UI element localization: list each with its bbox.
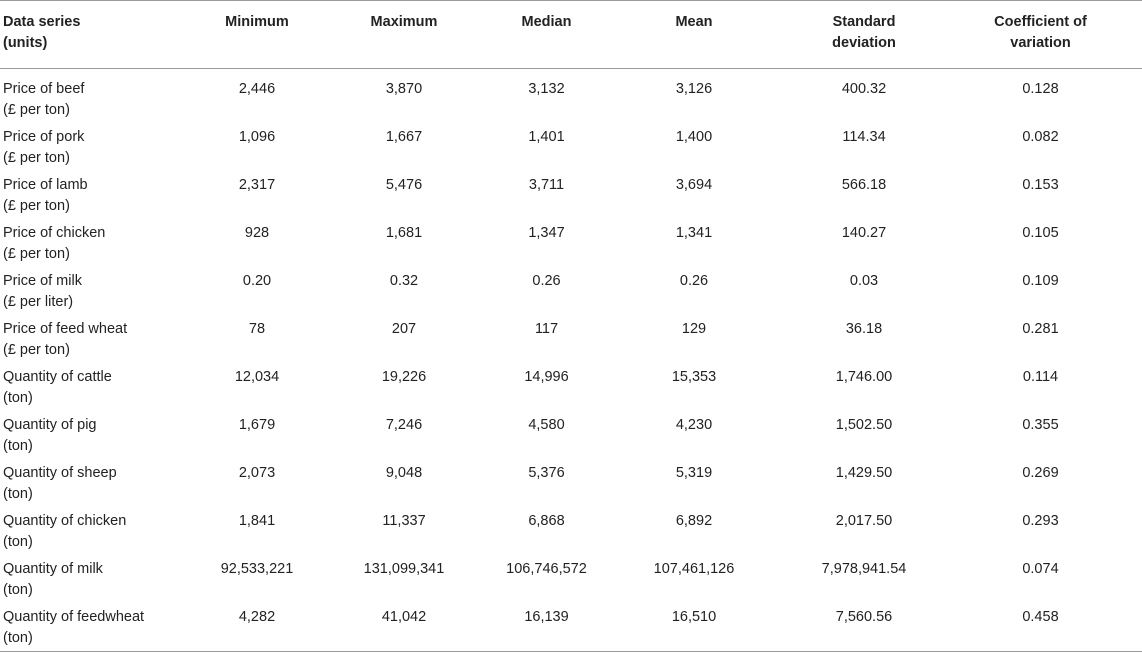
cell-data-series — [0, 69, 200, 126]
header-median — [494, 1, 599, 69]
header-maximum — [314, 1, 494, 69]
cell-maximum: 11,337 — [382, 512, 426, 529]
cell-standard-deviation: 566.18 — [841, 176, 887, 193]
header-line: Coefficient of — [994, 14, 1087, 30]
series-units: (ton) — [3, 533, 33, 550]
cell-maximum: 1,667 — [385, 128, 423, 145]
header-line: Median — [521, 14, 572, 30]
table-body — [0, 69, 1142, 652]
series-units: (£ per liter) — [3, 293, 74, 310]
table-row — [0, 270, 1142, 318]
table-row — [0, 69, 1142, 126]
series-units: (£ per ton) — [3, 149, 70, 166]
cell-maximum: 41,042 — [314, 606, 494, 652]
cell-median: 1,347 — [528, 224, 565, 241]
header-mean — [599, 1, 789, 69]
cell-standard-deviation: 0.03 — [849, 272, 879, 289]
table-row — [0, 318, 1142, 366]
cell-standard-deviation: 7,560.56 — [789, 606, 939, 652]
series-name: Price of beef — [3, 81, 85, 97]
table-header — [0, 1, 1142, 69]
cell-maximum: 3,870 — [385, 81, 423, 97]
table-row — [0, 558, 1142, 606]
series-name: Quantity of pig — [3, 416, 97, 433]
cell-median: 14,996 — [524, 368, 569, 385]
cell-mean: 4,230 — [675, 416, 713, 433]
header-minimum — [200, 1, 314, 69]
cell-maximum: 19,226 — [381, 368, 427, 385]
series-units: (£ per ton) — [3, 197, 70, 214]
series-name: Price of feed wheat — [3, 320, 128, 337]
header-line: variation — [1010, 35, 1071, 51]
series-units: (ton) — [3, 437, 33, 454]
series-name: Price of milk — [3, 272, 82, 289]
cell-median: 4,580 — [528, 416, 565, 433]
cell-median: 106,746,572 — [506, 560, 587, 577]
cell-mean: 3,126 — [675, 81, 713, 97]
series-name: Price of pork — [3, 128, 85, 145]
cell-maximum: 7,246 — [385, 416, 423, 433]
cell-standard-deviation: 1,746.00 — [835, 368, 893, 385]
cell-minimum: 0.20 — [242, 272, 272, 289]
cell-standard-deviation: 400.32 — [841, 81, 887, 97]
cell-data-series — [0, 126, 200, 174]
cell-standard-deviation: 2,017.50 — [835, 512, 893, 529]
cell-mean: 6,892 — [675, 512, 713, 529]
cell-data-series — [0, 270, 200, 318]
header-line: (units) — [3, 35, 48, 51]
cell-standard-deviation: 7,978,941.54 — [821, 560, 907, 577]
cell-data-series — [0, 558, 200, 606]
cell-mean: 129 — [681, 320, 707, 337]
cell-coefficient-of-variation: 0.281 — [1022, 320, 1059, 337]
cell-mean: 15,353 — [671, 368, 717, 385]
series-name: Price of chicken — [3, 224, 106, 241]
cell-coefficient-of-variation: 0.293 — [1022, 512, 1059, 529]
header-row — [0, 1, 1142, 69]
cell-maximum: 0.32 — [389, 272, 419, 289]
table-row — [0, 462, 1142, 510]
table-row — [0, 414, 1142, 462]
cell-coefficient-of-variation: 0.269 — [1022, 464, 1059, 481]
cell-data-series — [0, 510, 200, 558]
cell-median: 16,139 — [494, 606, 599, 652]
table-row — [0, 366, 1142, 414]
cell-mean: 0.26 — [679, 272, 709, 289]
cell-standard-deviation: 1,429.50 — [835, 464, 893, 481]
cell-minimum: 78 — [248, 320, 266, 337]
cell-median: 3,711 — [528, 176, 565, 193]
cell-minimum: 2,446 — [238, 81, 276, 97]
cell-data-series — [0, 462, 200, 510]
cell-median: 5,376 — [528, 464, 565, 481]
cell-minimum: 4,282 — [200, 606, 314, 652]
series-units: (£ per ton) — [3, 102, 70, 118]
cell-minimum: 1,679 — [238, 416, 276, 433]
cell-mean: 5,319 — [675, 464, 713, 481]
series-units: (£ per ton) — [3, 341, 70, 358]
cell-coefficient-of-variation: 0.109 — [1022, 272, 1059, 289]
header-standard-deviation — [789, 1, 939, 69]
cell-maximum: 207 — [391, 320, 417, 337]
cell-coefficient-of-variation: 0.074 — [1022, 560, 1059, 577]
series-units: (ton) — [3, 389, 33, 406]
cell-data-series — [0, 222, 200, 270]
table-row — [0, 174, 1142, 222]
cell-mean: 1,400 — [675, 128, 713, 145]
cell-data-series — [0, 414, 200, 462]
cell-median: 0.26 — [532, 272, 561, 289]
header-line: Data series — [3, 14, 81, 30]
table-row — [0, 126, 1142, 174]
cell-minimum: 12,034 — [234, 368, 280, 385]
cell-standard-deviation: 140.27 — [841, 224, 887, 241]
table-row — [0, 222, 1142, 270]
cell-maximum: 131,099,341 — [363, 560, 445, 577]
cell-mean: 3,694 — [675, 176, 713, 193]
table-row — [0, 510, 1142, 558]
series-name: Quantity of feedwheat — [3, 608, 145, 625]
cell-mean: 107,461,126 — [653, 560, 735, 577]
cell-data-series — [0, 318, 200, 366]
cell-data-series — [0, 606, 200, 652]
header-line: deviation — [832, 35, 896, 51]
series-name: Quantity of sheep — [3, 464, 117, 481]
cell-coefficient-of-variation: 0.355 — [1022, 416, 1059, 433]
series-name: Quantity of cattle — [3, 368, 112, 385]
cell-minimum: 2,073 — [238, 464, 276, 481]
cell-mean: 16,510 — [599, 606, 789, 652]
cell-data-series — [0, 366, 200, 414]
cell-minimum: 2,317 — [238, 176, 276, 193]
cell-coefficient-of-variation: 0.458 — [939, 606, 1142, 652]
cell-median: 3,132 — [528, 81, 565, 97]
cell-standard-deviation: 36.18 — [845, 320, 883, 337]
cell-standard-deviation: 114.34 — [842, 128, 886, 145]
cell-mean: 1,341 — [675, 224, 713, 241]
series-name: Quantity of milk — [3, 560, 103, 577]
series-units: (ton) — [3, 581, 33, 598]
cell-standard-deviation: 1,502.50 — [835, 416, 893, 433]
header-line: Mean — [675, 14, 713, 30]
cell-minimum: 928 — [244, 224, 270, 241]
cell-median: 117 — [534, 320, 559, 337]
series-name: Quantity of chicken — [3, 512, 127, 529]
cell-minimum: 92,533,221 — [220, 560, 294, 577]
header-data-series — [0, 1, 200, 69]
series-units: (ton) — [3, 629, 33, 646]
cell-maximum: 1,681 — [385, 224, 423, 241]
cell-data-series — [0, 174, 200, 222]
series-name: Price of lamb — [3, 176, 88, 193]
cell-coefficient-of-variation: 0.105 — [1022, 224, 1059, 241]
series-units: (£ per ton) — [3, 245, 70, 262]
cell-maximum: 5,476 — [385, 176, 423, 193]
cell-coefficient-of-variation: 0.128 — [1022, 81, 1059, 97]
cell-coefficient-of-variation: 0.082 — [1022, 128, 1059, 145]
header-line: Standard — [832, 14, 896, 30]
cell-coefficient-of-variation: 0.114 — [1022, 368, 1059, 385]
cell-median: 6,868 — [528, 512, 565, 529]
header-coefficient-of-variation — [939, 1, 1142, 69]
cell-coefficient-of-variation: 0.153 — [1022, 176, 1059, 193]
table-row — [0, 606, 1142, 652]
series-units: (ton) — [3, 485, 33, 502]
header-line: Maximum — [370, 14, 438, 30]
cell-minimum: 1,096 — [238, 128, 276, 145]
header-line: Minimum — [225, 14, 289, 30]
cell-minimum: 1,841 — [238, 512, 276, 529]
cell-maximum: 9,048 — [385, 464, 423, 481]
cell-median: 1,401 — [528, 128, 565, 145]
